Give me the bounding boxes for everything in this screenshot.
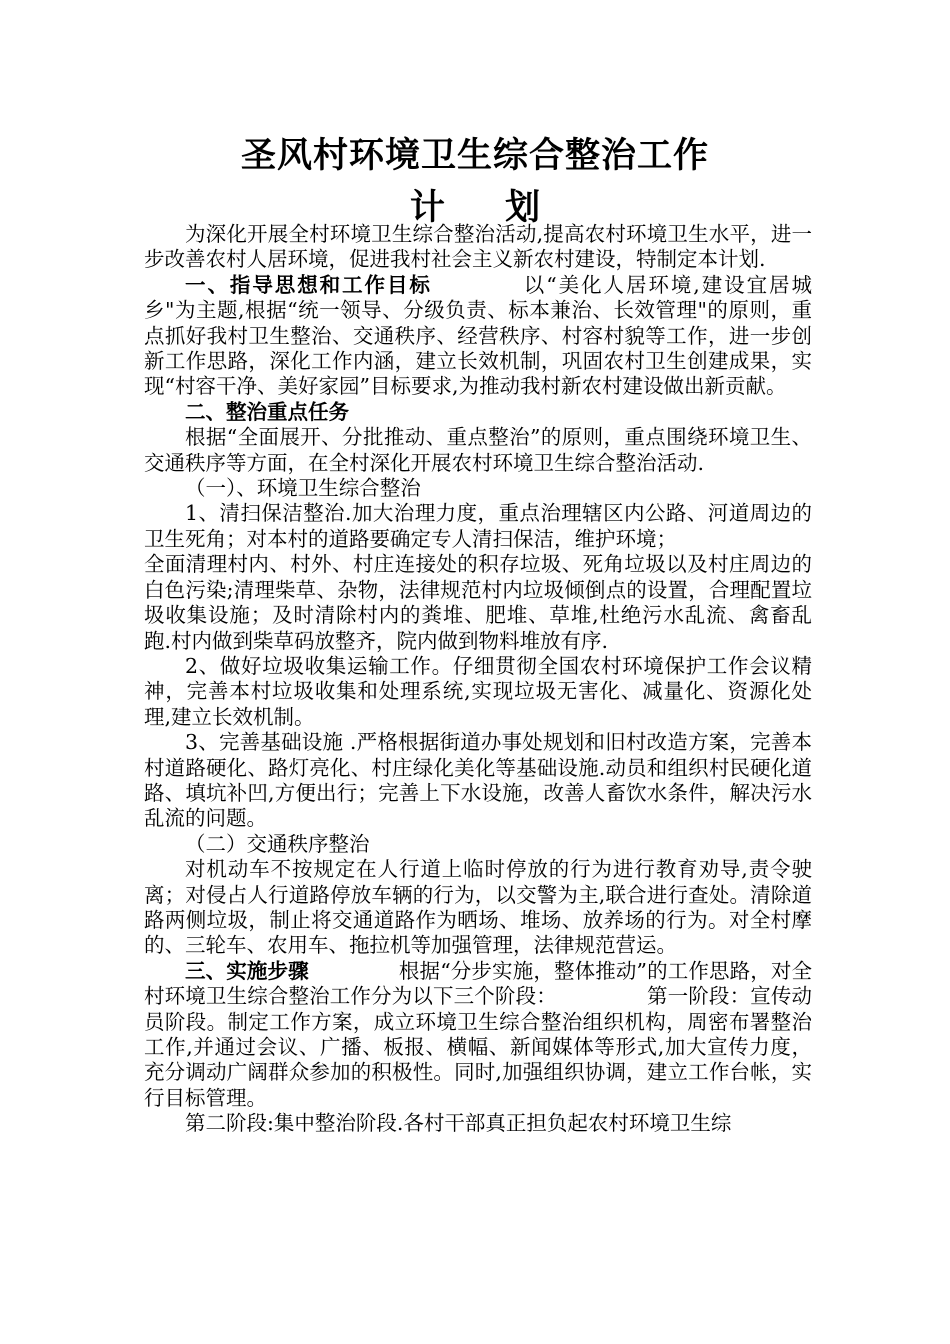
- item1-paragraph-a: 1、清扫保洁整治.加大治理力度，重点治理辖区内公路、河道周边的卫生死角；对本村的道路要确定专人清扫保洁，维护环境；: [144, 501, 812, 551]
- stage2-paragraph: 第二阶段:集中整治阶段.各村干部真正担负起农村环境卫生综: [185, 1111, 732, 1136]
- item1-paragraph-b: 全面清理村内、村外、村庄连接处的积存垃圾、死角垃圾以及村庄周边的白色污染;清理柴草、杂物，法律规范村内垃圾倾倒点的设置，合理配置垃圾收集设施；及时清除村内的粪堆、肥堆、草堆,杜绝污水乱流、禽畜乱跑.村内做到柴草码放整齐，院内做到物料堆放有序.: [144, 552, 812, 653]
- section2-heading: 二、整治重点任务: [185, 399, 349, 424]
- section3-heading: 三、实施步骤: [185, 958, 309, 983]
- section1-heading: 一、指导思想和工作目标: [185, 272, 432, 297]
- document-title: 圣风村环境卫生综合整治工作: [240, 136, 709, 176]
- section3-text: 根据“分步实施，整体推动”的工作思路，对全村环境卫生综合整治工作分为以下三个阶段：: [144, 958, 813, 1009]
- item3-paragraph: 3、完善基础设施 .严格根据街道办事处规划和旧村改造方案，完善本村道路硬化、路灯亮化、村庄绿化美化等基础设施.动员和组织村民硬化道路、填坑补凹,方便出行；完善上下水设施，改善人畜饮水条件，解决污水乱流的问题。: [144, 730, 812, 831]
- sub1-heading: （一）、环境卫生综合整治: [185, 476, 421, 501]
- item2-paragraph: 2、做好垃圾收集运输工作。仔细贯彻全国农村环境保护工作会议精神，完善本村垃圾收集和处理系统,实现垃圾无害化、减量化、资源化处理,建立长效机制。: [144, 653, 812, 729]
- sub2-text: 对机动车不按规定在人行道上临时停放的行为进行教育劝导,责令驶离；对侵占人行道路停放车辆的行为，以交警为主,联合进行查处。清除道路两侧垃圾，制止将交通道路作为晒场、堆场、放养场的行为。对全村摩的、三轮车、农用车、拖拉机等加强管理，法律规范营运。: [144, 857, 812, 958]
- document-subtitle: 计 划: [409, 188, 565, 228]
- stage1-text: 第一阶段：宣传动员阶段。制定工作方案，成立环境卫生综合整治组织机构，周密布署整治工作,并通过会议、广播、板报、横幅、新闻媒体等形式,加大宣传力度，充分调动广阔群众参加的积极性。同时,加强组织协调，建立工作台帐，实行目标管理。: [144, 984, 813, 1110]
- section3-paragraph: [144, 959, 812, 1111]
- section1-text: 以“美化人居环境,建设宜居城乡"为主题,根据“统一领导、分级负责、标本兼治、长效管理"的原则，重点抓好我村卫生整治、交通秩序、经营秩序、村容村貌等工作，进一步创新工作思路，深化工作内涵，建立长效机制，巩固农村卫生创建成果，实现“村容干净、美好家园”目标要求,为推动我村新农村建设做出新贡献。: [144, 272, 812, 399]
- document-body: [144, 222, 812, 1137]
- sub2-heading: （二）交通秩序整治: [185, 831, 370, 856]
- section1-paragraph: [144, 273, 812, 400]
- section2-text: 根据“全面展开、分批推动、重点整治”的原则，重点围绕环境卫生、交通秩序等方面，在全村深化开展农村环境卫生综合整治活动.: [144, 425, 812, 475]
- intro-paragraph: 为深化开展全村环境卫生综合整治活动,提高农村环境卫生水平，进一步改善农村人居环境，促进我村社会主义新农村建设，特制定本计划.: [144, 222, 812, 272]
